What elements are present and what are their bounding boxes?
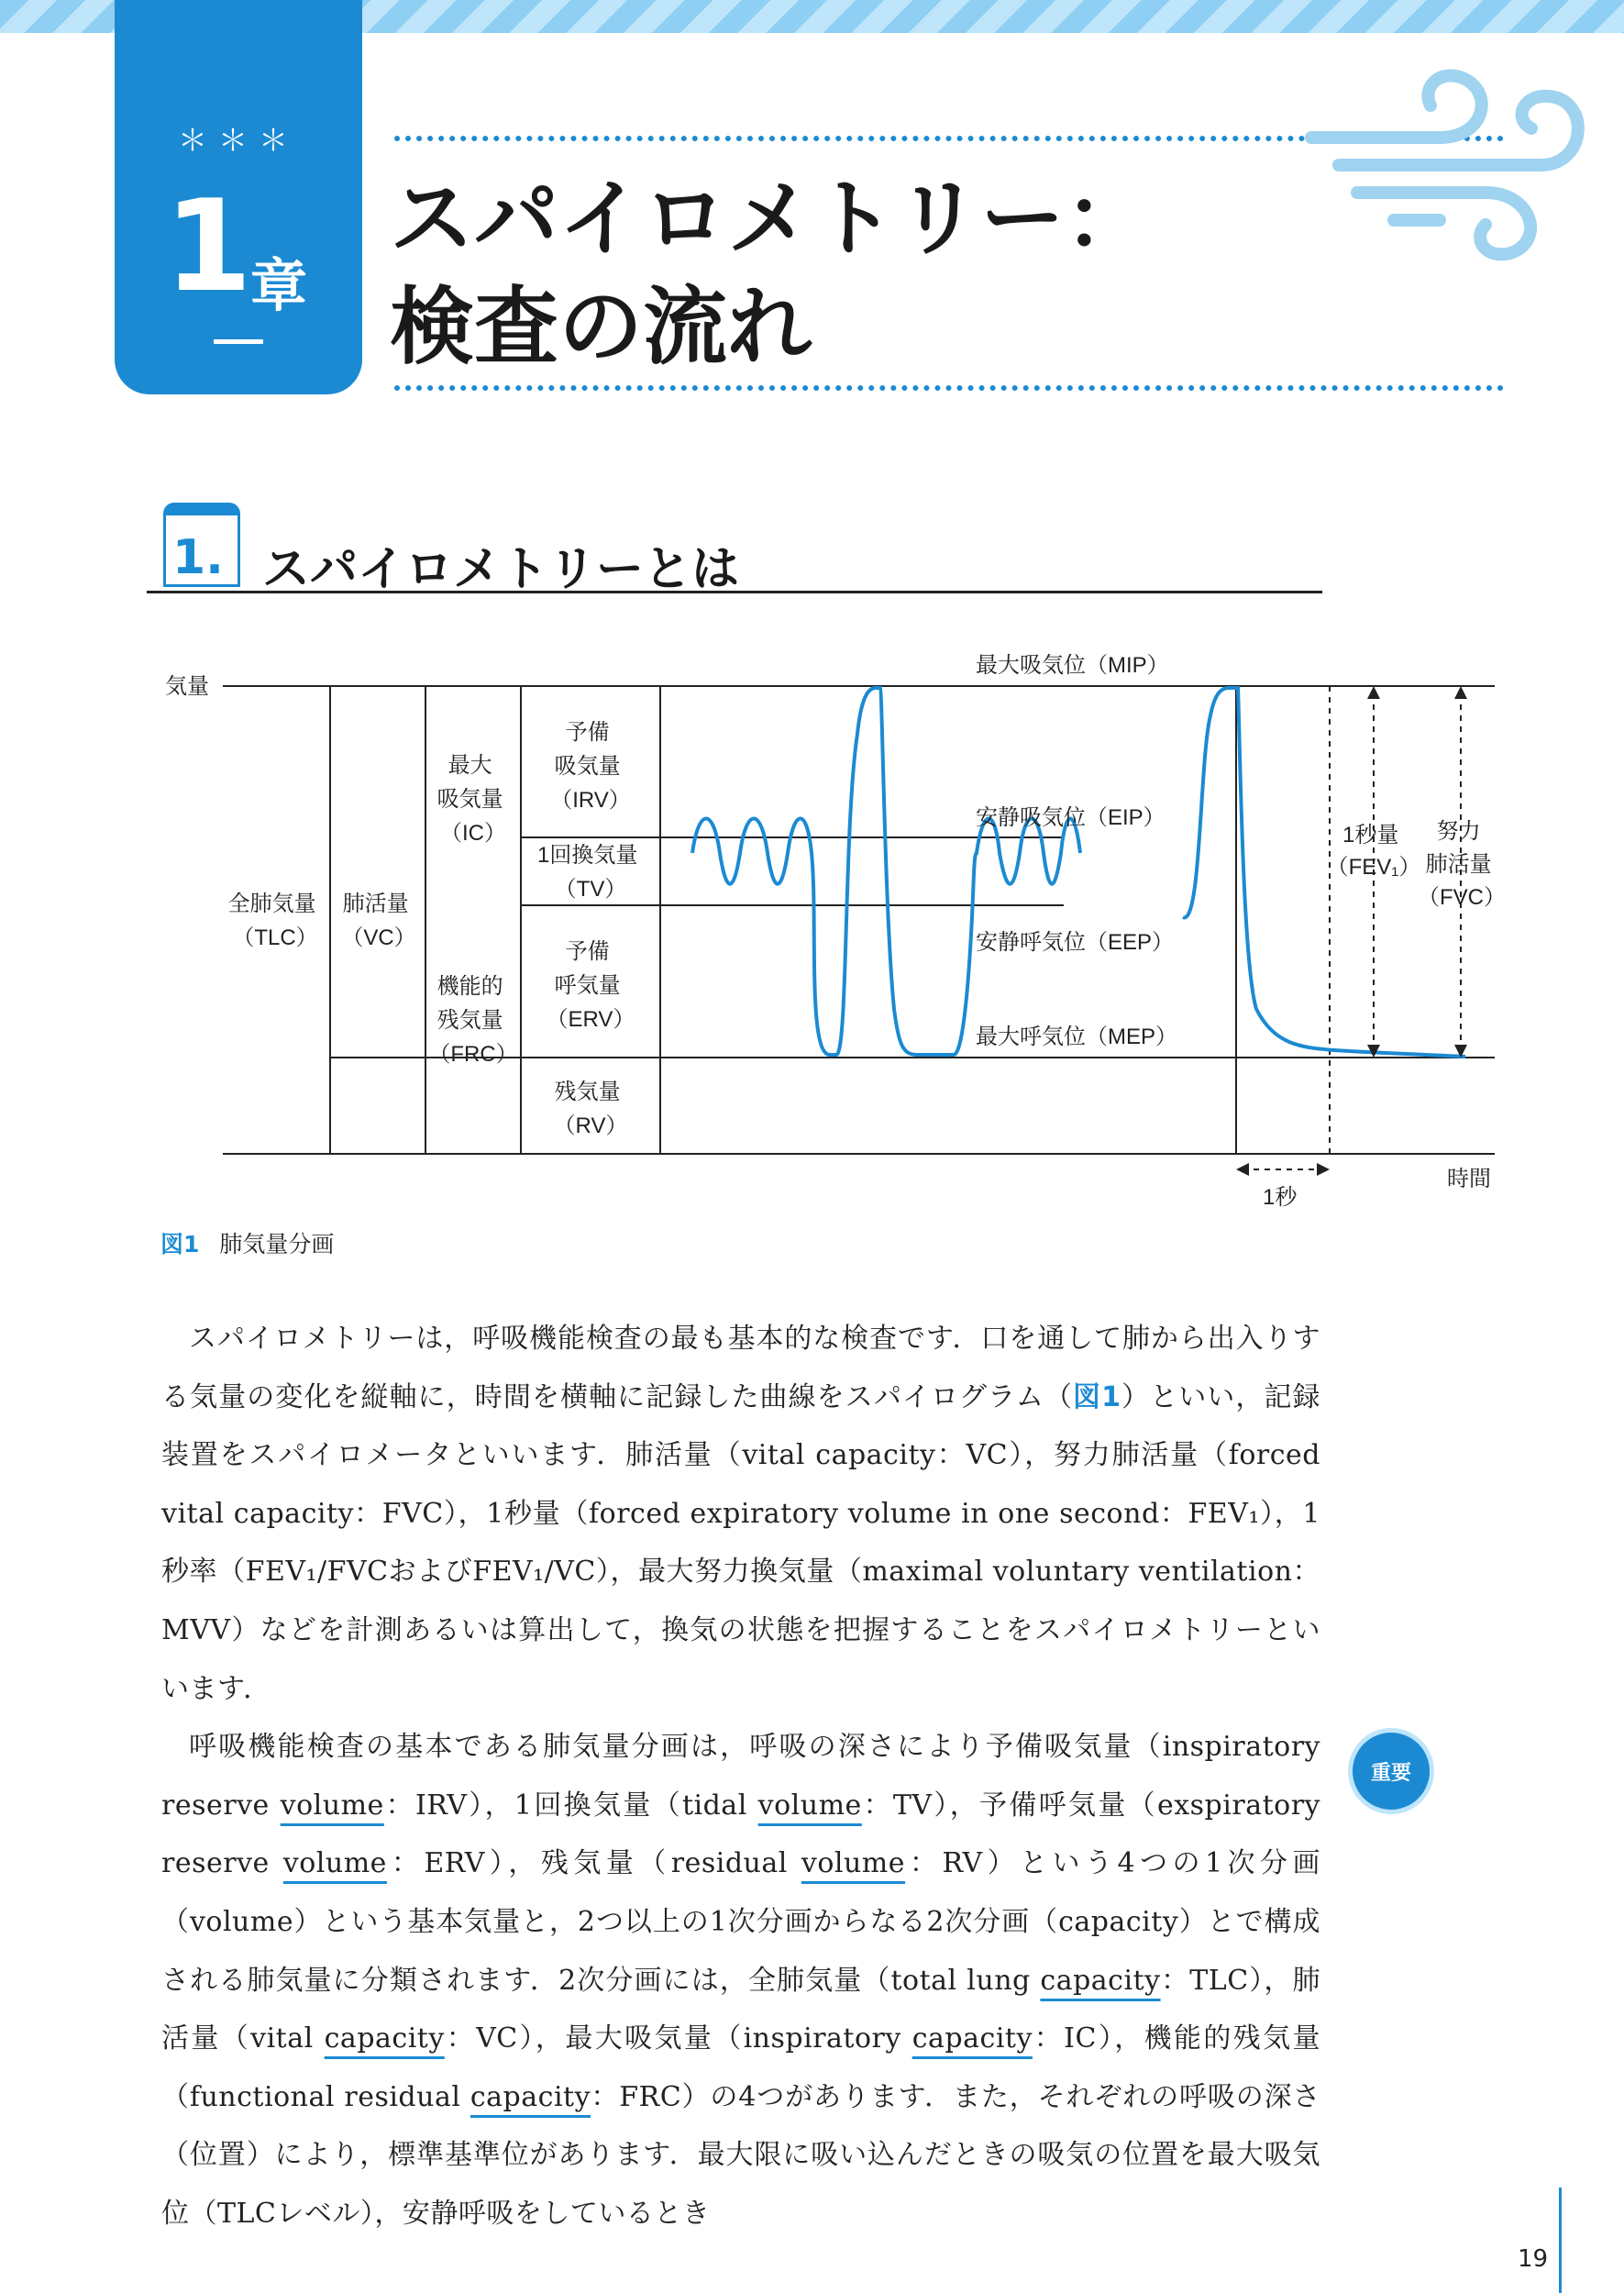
forced-expiration-curve: [1183, 688, 1465, 1057]
ic-label: 最大 吸気量 （IC）: [436, 753, 506, 846]
underlined-term: capacity: [470, 2080, 591, 2113]
underlined-term: volume: [282, 1847, 387, 1880]
figure-reference: 図1: [1073, 1380, 1121, 1413]
important-badge: 重要: [1348, 1728, 1434, 1814]
tlc-label: 全肺気量 （TLC）: [227, 892, 318, 950]
y-axis-label: 気量: [165, 674, 209, 699]
underlined-term: volume: [280, 1789, 384, 1822]
x-axis-label: 時間: [1447, 1167, 1491, 1191]
chapter-title-line1: スパイロメトリー：: [390, 170, 1150, 268]
vc-label: 肺活量 （VC）: [341, 892, 416, 950]
tv-label: 1回換気量 （TV）: [536, 843, 638, 902]
underlined-term: capacity: [1040, 1964, 1161, 1997]
underlined-term: volume: [801, 1847, 906, 1880]
paragraph-2: 呼吸機能検査の基本である肺気量分画は，呼吸の深さにより予備吸気量（inspiratory reserve volume：IRV），1回換気量（tidal volume：TV），予備呼気量（exspiratory reserve volume：ERV），残気量（residual volume：RV）という4つの1次分画（volume）という基本気量と，2つ以上の1次分画からなる2次分画（capacity）とで構成される肺気量に分類されます．2次分画には，全肺気量（total lung capacity：TLC），肺活量（vital capacity：VC），最大吸気量（inspiratory capacity：IC），機能的残気量（functional residual capacity：FRC）の4つがあります．また，それぞれの呼吸の深さ（位置）により，標準基準位があります．最大限に吸い込んだときの吸気の位置を最大吸気位（TLCレベル），安静呼吸をしているとき: [161, 1731, 1321, 2230]
figure-caption-text: 肺気量分画: [219, 1231, 335, 1257]
one-second-label: 1秒: [1263, 1185, 1298, 1210]
eip-label: 安静吸気位（EIP）: [976, 805, 1166, 830]
chapter-title-line2: 検査の流れ: [390, 278, 812, 376]
body-text: [161, 1310, 1320, 2243]
eep-label: 安静呼気位（EEP）: [976, 930, 1175, 955]
rv-label: 残気量 （RV）: [553, 1080, 628, 1138]
chapter-kanji: 章: [250, 252, 308, 319]
mep-label: 最大呼気位（MEP）: [976, 1025, 1178, 1049]
mip-label: 最大吸気位（MIP）: [976, 653, 1169, 678]
page-number: 19: [1518, 2245, 1549, 2273]
figure-caption: [160, 1226, 334, 1259]
paragraph-1: スパイロメトリーは，呼吸機能検査の最も基本的な検査です．口を通して肺から出入りする気量の変化を縦軸に，時間を横軸に記録した曲線をスパイログラム（図1）といい，記録装置をスパイロメータといいます．肺活量（vital capacity：VC），努力肺活量（forced vital capacity：FVC），1秒量（forced expiratory volume in one second：FEV₁），1秒率（FEV₁/FVCおよびFEV₁/VC），最大努力換気量（maximal voluntary ventilation：MVV）などを計測あるいは算出して，換気の状態を把握することをスパイロメトリーといいます．: [161, 1323, 1321, 1705]
figure-caption-label: 図1: [160, 1231, 200, 1257]
section-title: スパイロメトリーとは: [262, 542, 740, 597]
underlined-term: volume: [757, 1789, 862, 1822]
underlined-term: capacity: [324, 2022, 445, 2055]
tidal-spirogram-curve: [692, 688, 1080, 1055]
underlined-term: capacity: [911, 2022, 1033, 2055]
frc-label: 機能的 残気量 （FRC）: [428, 974, 518, 1067]
erv-label: 予備 呼気量 （ERV）: [546, 939, 635, 1032]
section-number: 1.: [172, 530, 224, 585]
chapter-number: 1: [164, 172, 253, 320]
page-number-rule: [1559, 2188, 1562, 2293]
chapter-stars: ＊＊＊: [177, 123, 299, 158]
fev1-label: 1秒量 （FEV₁）: [1326, 823, 1421, 880]
fvc-label: 努力 肺活量 （FVC）: [1418, 819, 1506, 910]
irv-label: 予備 吸気量 （IRV）: [550, 720, 631, 813]
